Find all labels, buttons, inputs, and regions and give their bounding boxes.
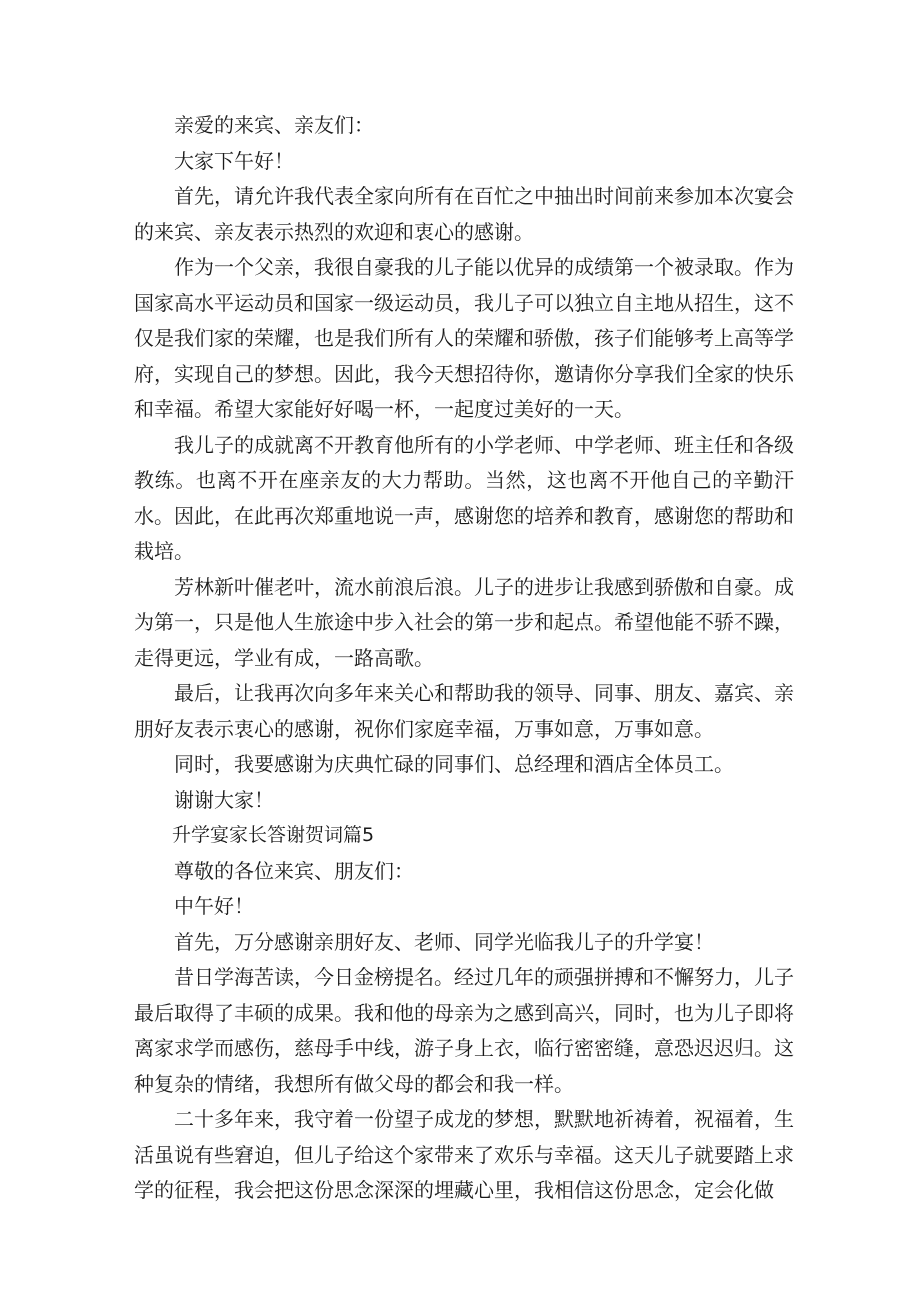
paragraph: 作为一个父亲，我很自豪我的儿子能以优异的成绩第一个被录取。作为国家高水平运动员和国家一级运动员，我儿子可以独立自主地从招生，这不仅是我们家的荣耀，也是我们所有人的荣耀和骄傲，孩子们能够考上高等学府，实现自己的梦想。因此，我今天想招待你，邀请你分享我们全家的快乐和幸福。希望大家能好好喝一杯，一起度过美好的一天。 [134,255,794,421]
salutation: 亲爱的来宾、亲友们： [174,113,374,137]
greeting: 中午好！ [174,894,254,918]
paragraph: 芳林新叶催老叶，流水前浪后浪。儿子的进步让我感到骄傲和自豪。成为第一，只是他人生旅途中步入社会的第一步和起点。希望他能不骄不躁，走得更远，学业有成，一路高歌。 [134,574,794,670]
paragraph: 二十多年来，我守着一份望子成龙的梦想，默默地祈祷着，祝福着，生活虽说有些窘迫，但儿子给这个家带来了欢乐与幸福。这天儿子就要踏上求学的征程，我会把这份思念深深的埋藏心里，我相信这份思念，定会化做 [134,1107,794,1202]
section-heading: 升学宴家长答谢贺词篇5 [172,824,375,846]
paragraph: 最后，让我再次向多年来关心和帮助我的领导、同事、朋友、嘉宾、亲朋好友表示衷心的感谢，祝你们家庭幸福，万事如意，万事如意。 [134,681,794,741]
paragraph: 昔日学海苦读，今日金榜提名。经过几年的顽强拼搏和不懈努力，儿子最后取得了丰硕的成果。我和他的母亲为之感到高兴，同时，也为儿子即将离家求学而感伤，慈母手中线，游子身上衣，临行密密缝，意恐迟迟归。这种复杂的情绪，我想所有做父母的都会和我一样。 [134,965,794,1096]
paragraph: 首先，万分感谢亲朋好友、老师、同学光临我儿子的升学宴！ [174,929,714,954]
paragraph: 同时，我要感谢为庆典忙碌的同事们、总经理和酒店全体员工。 [174,752,734,776]
closing-thanks: 谢谢大家！ [174,787,274,812]
greeting: 大家下午好！ [174,148,294,173]
document-body [134,108,794,1209]
paragraph: 我儿子的成就离不开教育他所有的小学老师、中学老师、班主任和各级教练。也离不开在座亲友的大力帮助。当然，这也离不开他自己的辛勤汗水。因此，在此再次郑重地说一声，感谢您的培养和教育，感谢您的帮助和栽培。 [134,432,794,563]
salutation: 尊敬的各位来宾、朋友们： [174,858,414,883]
paragraph: 首先，请允许我代表全家向所有在百忙之中抽出时间前来参加本次宴会的来宾、亲友表示热烈的欢迎和衷心的感谢。 [134,184,794,244]
